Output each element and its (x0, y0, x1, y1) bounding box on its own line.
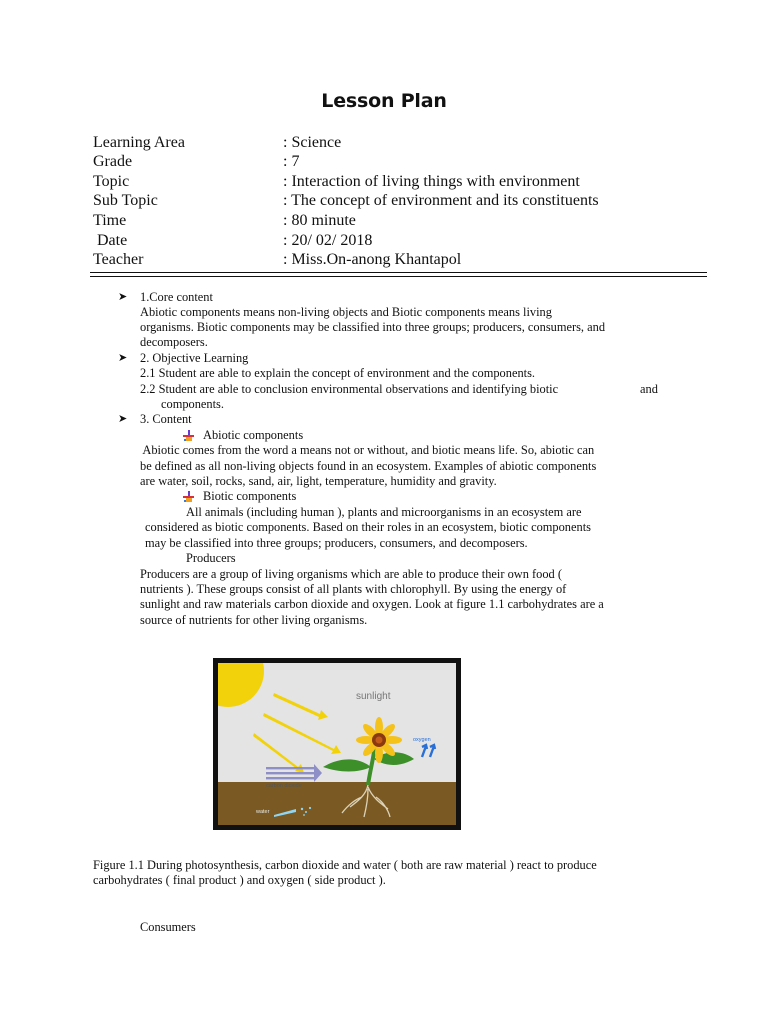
info-value: : The concept of environment and its constituents (283, 192, 599, 209)
abiotic-line: Abiotic comes from the word a means not or without, and biotic means life. So, abiotic can (140, 443, 595, 457)
bullet-arrow-icon: ➤ (118, 352, 128, 364)
section-content-heading: 3. Content (140, 412, 192, 426)
info-label: Time (93, 212, 127, 229)
core-line: organisms. Biotic components may be classified into three groups; producers, consumers, and (140, 320, 606, 334)
producers-heading: Producers (186, 551, 236, 565)
info-value: : Interaction of living things with environment (283, 173, 580, 190)
info-value: : Science (283, 134, 342, 151)
water-label: water (256, 809, 270, 815)
info-value: : 7 (283, 153, 300, 170)
objective-line: 2.2 Student are able to conclusion environmental observations and identifying biotic (140, 382, 559, 396)
divider-bottom (90, 276, 707, 277)
producers-line: nutrients ). These groups consist of all plants with chlorophyll. By using the energy of (140, 582, 567, 596)
producers-line: Producers are a group of living organisms which are able to produce their own food ( (140, 567, 562, 581)
info-label: Learning Area (93, 134, 185, 151)
info-label: Topic (93, 173, 130, 190)
figure-caption-line: Figure 1.1 During photosynthesis, carbon dioxide and water ( both are raw material ) react to produce (93, 858, 597, 872)
objective-line: components. (161, 397, 224, 411)
oxygen-label: oxygen (413, 737, 431, 743)
producers-line: sunlight and raw materials carbon dioxide and oxygen. Look at figure 1.1 carbohydrates are a (140, 597, 604, 611)
soil (218, 782, 456, 825)
photosynthesis-figure (213, 658, 461, 830)
page-title: Lesson Plan (321, 90, 447, 112)
info-label: Date (93, 232, 128, 249)
divider-top (90, 272, 707, 273)
figure-caption-line: carbohydrates ( final product ) and oxygen ( side product ). (93, 873, 386, 887)
bullet-arrow-icon: ➤ (118, 291, 128, 303)
core-line: Abiotic components means non-living objects and Biotic components means living (140, 305, 552, 319)
sunlight-label: sunlight (356, 691, 391, 702)
biotic-line: may be classified into three groups; producers, consumers, and decomposers. (145, 536, 528, 550)
info-label: Grade (93, 153, 133, 170)
info-value: : Miss.On-anong Khantapol (283, 251, 462, 268)
objective-line: 2.1 Student are able to explain the concept of environment and the components. (140, 366, 536, 380)
producers-line: source of nutrients for other living organisms. (140, 613, 368, 627)
abiotic-line: are water, soil, rocks, sand, air, light, temperature, humidity and gravity. (140, 474, 497, 488)
objective-line: and (640, 382, 658, 396)
biotic-heading: Biotic components (203, 489, 297, 503)
biotic-line: considered as biotic components. Based on their roles in an ecosystem, biotic components (145, 520, 591, 534)
consumers-heading: Consumers (140, 920, 196, 934)
abiotic-heading: Abiotic components (203, 428, 304, 442)
info-value: : 80 minute (283, 212, 356, 229)
info-value: : 20/ 02/ 2018 (283, 232, 373, 249)
bullet-arrow-icon: ➤ (118, 413, 128, 425)
section-objective-heading: 2. Objective Learning (140, 351, 249, 365)
info-label: Teacher (93, 251, 144, 268)
section-core-heading: 1.Core content (140, 290, 213, 304)
core-line: decomposers. (140, 335, 208, 349)
info-label: Sub Topic (93, 192, 158, 209)
abiotic-line: be defined as all non-living objects found in an ecosystem. Examples of abiotic components (140, 459, 597, 473)
carbon-dioxide-label: carbon dioxide (266, 783, 302, 789)
biotic-line: All animals (including human ), plants and microorganisms in an ecosystem are (186, 505, 582, 519)
